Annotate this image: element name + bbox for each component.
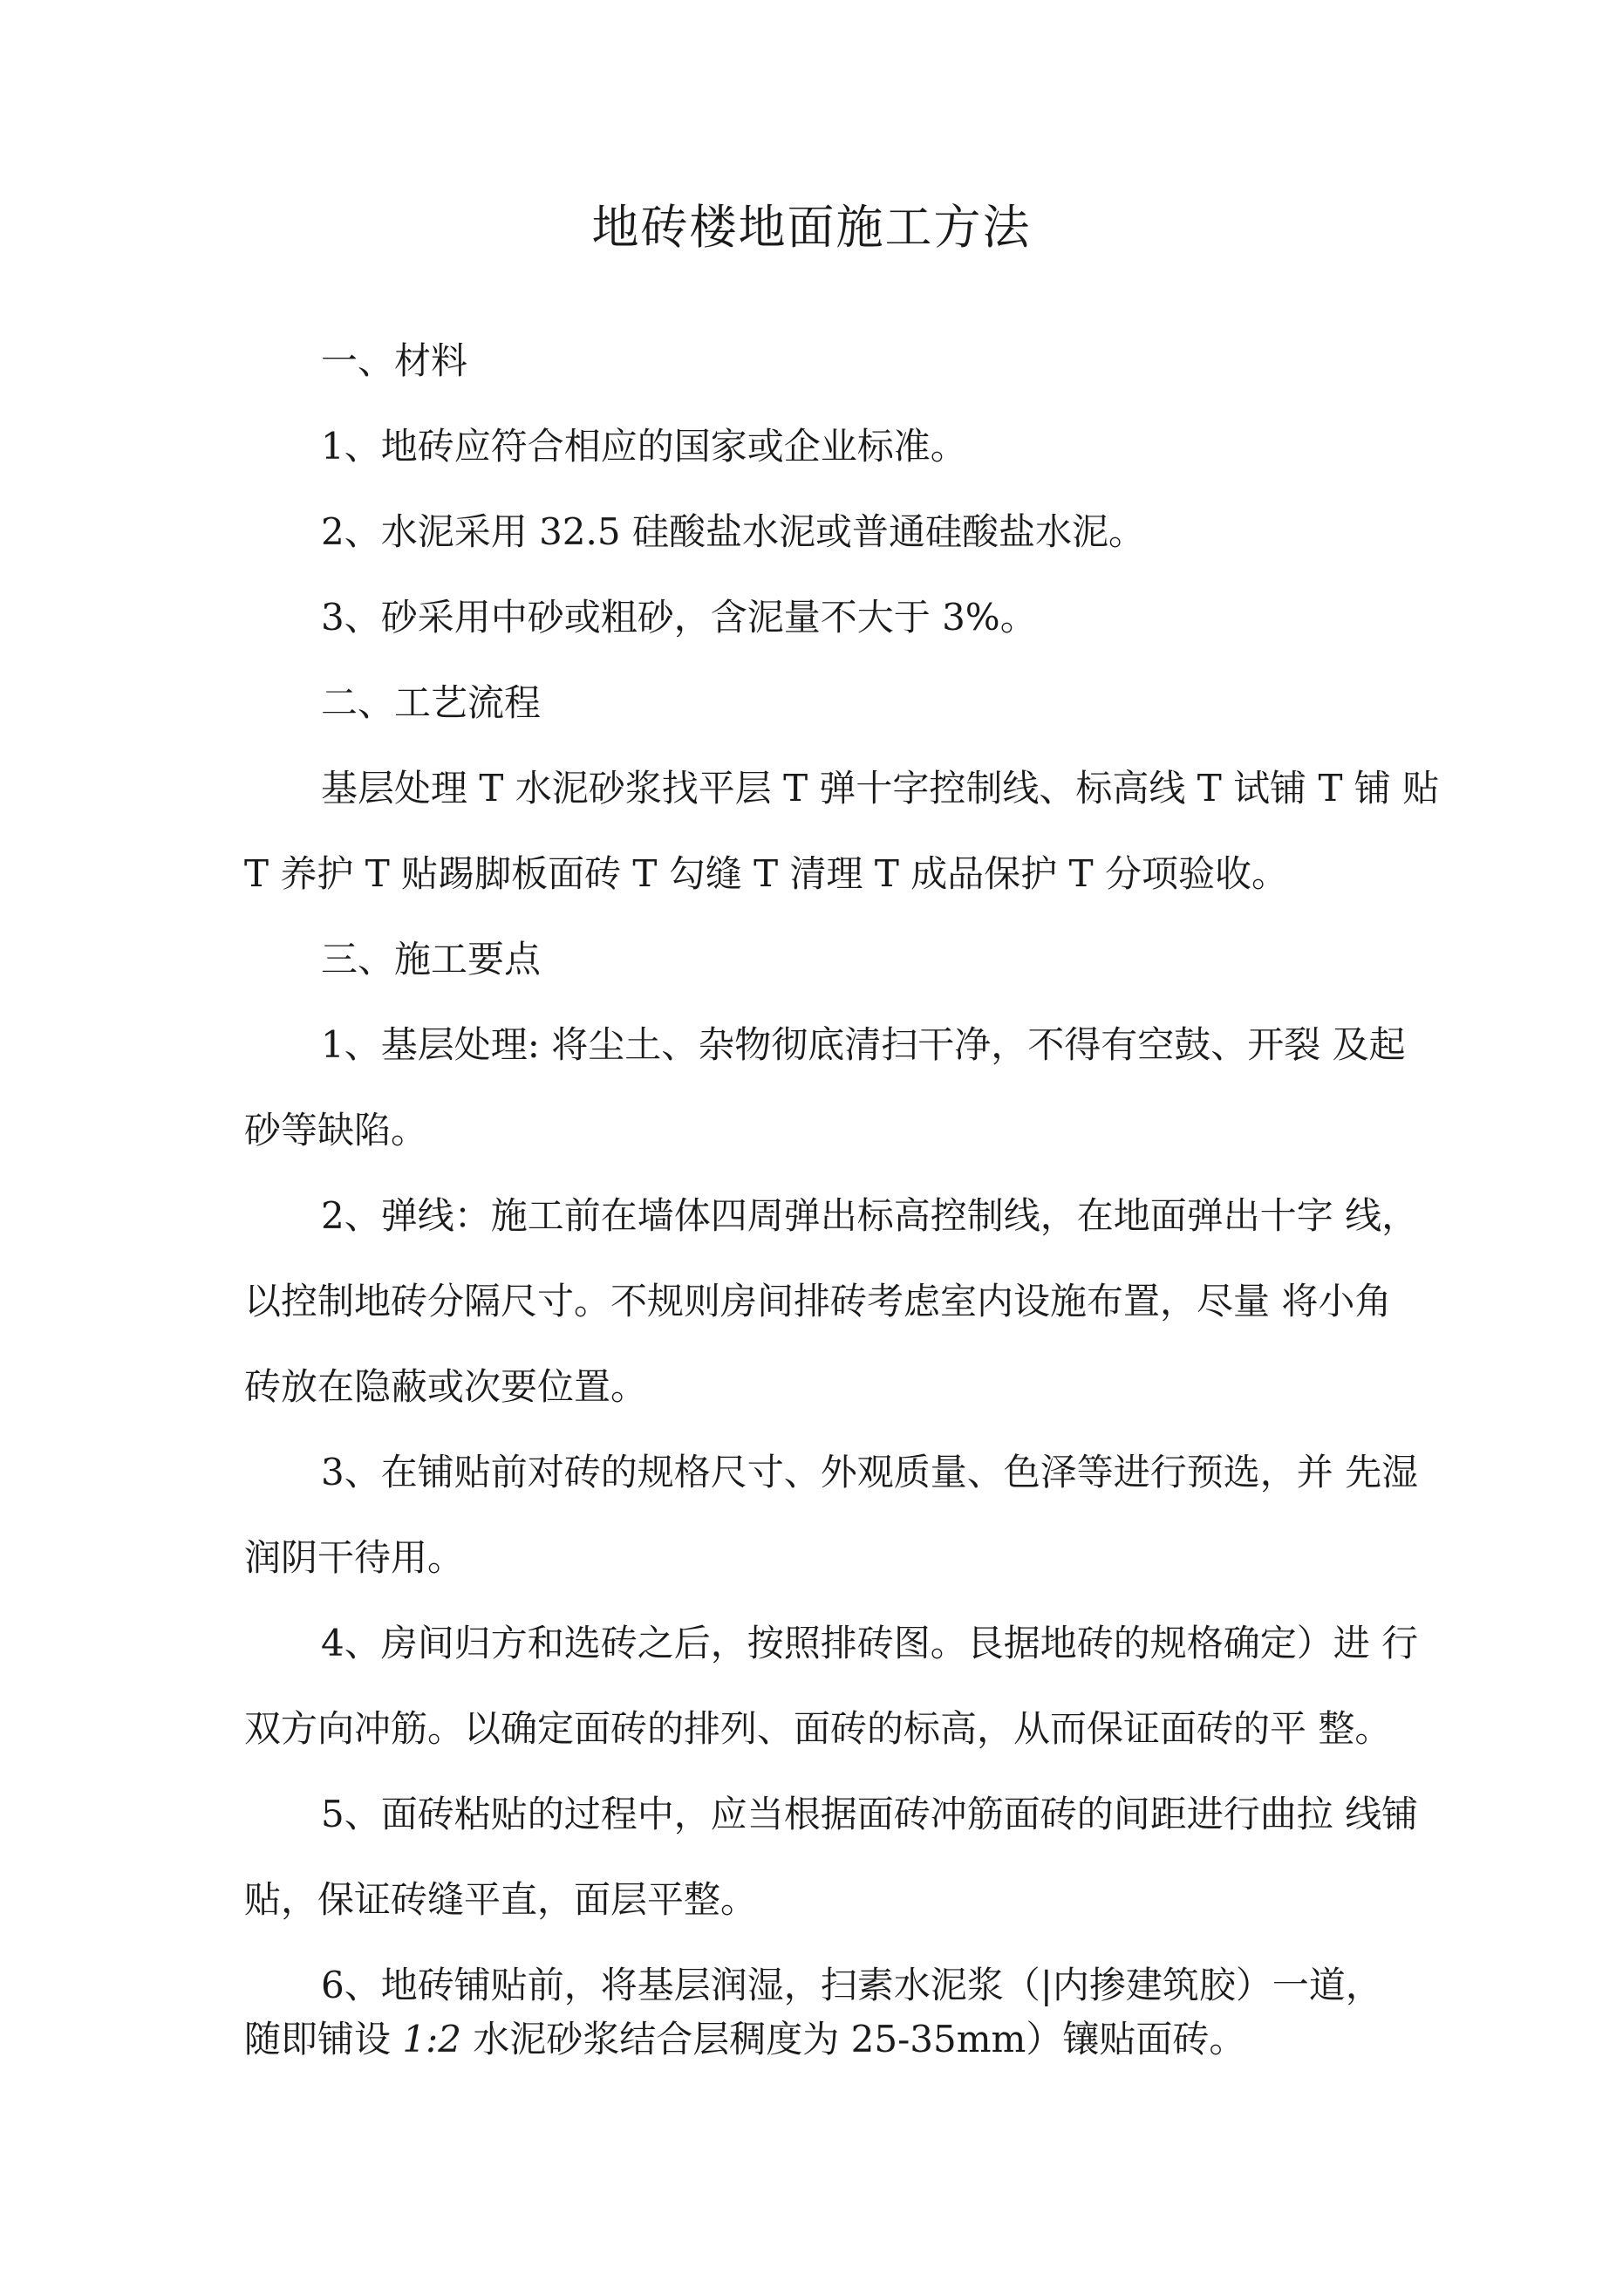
paragraph-line: 双方向冲筋。以确定面砖的排列、面砖的标高，从而保证面砖的平 整。 bbox=[244, 1707, 1392, 1750]
paragraph-line: 砖放在隐蔽或次要位置。 bbox=[244, 1365, 648, 1408]
paragraph-line: 2、水泥采用 32.5 硅酸盐水泥或普通硅酸盐水泥。 bbox=[321, 510, 1145, 553]
paragraph-line bbox=[244, 2018, 1246, 2060]
paragraph-line: 砂等缺陷。 bbox=[244, 1109, 428, 1151]
document-title: 地砖楼地面施工方法 bbox=[591, 200, 1032, 255]
section-heading-process: 二、工艺流程 bbox=[321, 681, 542, 724]
section-heading-materials: 一、材料 bbox=[321, 339, 468, 382]
paragraph-line: 3、砂采用中砂或粗砂，含泥量不大于 3%。 bbox=[321, 596, 1037, 639]
paragraph-line: 6、地砖铺贴前，将基层润湿，扫素水泥浆（|内掺建筑胶）一道， bbox=[321, 1964, 1382, 2006]
paragraph-line: 5、面砖粘贴的过程中，应当根据面砖冲筋面砖的间距进行曲拉 线铺 bbox=[321, 1793, 1419, 1835]
paragraph-line: 基层处理 T 水泥砂浆找平层 T 弹十字控制线、标高线 T 试铺 T 铺 贴 bbox=[321, 767, 1440, 810]
paragraph-line: 2、弹线：施工前在墙体四周弹出标高控制线，在地面弹出十字 线， bbox=[321, 1194, 1419, 1237]
paragraph-line: 以控制地砖分隔尺寸。不规则房间排砖考虑室内设施布置，尽量 将小角 bbox=[244, 1280, 1392, 1322]
paragraph-line: 1、基层处理: 将尘土、杂物彻底清扫干净，不得有空鼓、开裂 及起 bbox=[321, 1023, 1406, 1066]
mix-ratio-text: 1:2 bbox=[402, 2018, 461, 2060]
paragraph-line: 3、在铺贴前对砖的规格尺寸、外观质量、色泽等进行预选，并 先湿 bbox=[321, 1451, 1419, 1493]
paragraph-line: T 养护 T 贴踢脚板面砖 T 勾缝 T 清理 T 成品保护 T 分项验收。 bbox=[244, 852, 1288, 895]
paragraph-text: 随即铺设 bbox=[244, 2018, 403, 2060]
paragraph-line: 润阴干待用。 bbox=[244, 1536, 465, 1579]
section-heading-key-points: 三、施工要点 bbox=[321, 938, 542, 981]
paragraph-line: 4、房间归方和选砖之后，按照排砖图。艮据地砖的规格确定）进 行 bbox=[321, 1622, 1419, 1664]
paragraph-text: 水泥砂浆结合层稠度为 25-35mm）镶贴面砖。 bbox=[460, 2018, 1246, 2060]
paragraph-line: 贴，保证砖缝平直，面层平整。 bbox=[244, 1878, 758, 1921]
paragraph-line: 1、地砖应符合相应的国家或企业标准。 bbox=[321, 425, 967, 468]
